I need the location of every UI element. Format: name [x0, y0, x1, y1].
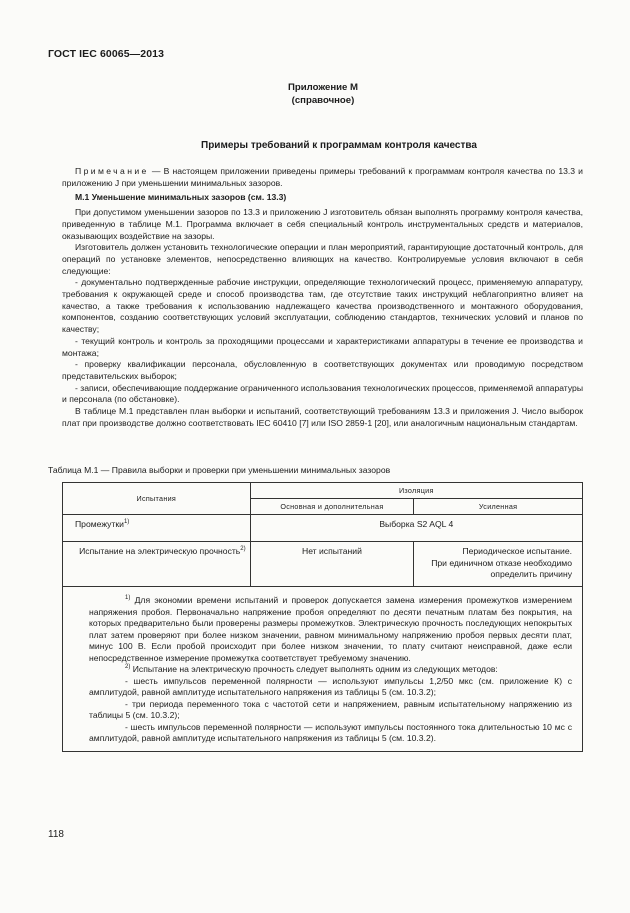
main-title: Примеры требований к программам контроля качества	[201, 140, 477, 151]
body-text	[62, 166, 583, 429]
paragraph: В таблице М.1 представлен план выборки и испытаний, соответствующий требованиям 13.3 и приложения J. Число выборок плат при производстве должно соответствовать IEC 60410 [7] или ISO 2859-1 [20], или аналогичным национальным стандартам.	[62, 406, 583, 428]
footnote-item: - три периода переменного тока с частотой сети и напряжением, равным испытательному напряжению из таблицы 5 (см. 10.3.2);	[89, 698, 572, 720]
note-label: Примечание	[75, 166, 149, 176]
sampling-table	[62, 482, 583, 752]
footnote-item: - шесть импульсов переменной полярности — используют импульсы 1,2/50 мкс (см. приложение К) с амплитудой, равной амплитуде испытательного напряжения из таблицы 5 (см. 10.3.2);	[89, 675, 572, 697]
table-caption: Таблица М.1 — Правила выборки и проверки при уменьшении минимальных зазоров	[48, 465, 391, 475]
list-item: - проверку квалификации персонала, обусловленную в соответствующих документах или проводимую посредством представительских выборок;	[62, 359, 583, 381]
footnote-item: - шесть импульсов переменной полярности — используют импульсы постоянного тока длительностью 10 мс с амплитудой, равной амплитуде испытательного напряжения из таблицы 5 (см. 10.3.2).	[89, 721, 572, 743]
section-heading: М.1 Уменьшение минимальных зазоров (см. 13.3)	[75, 192, 287, 203]
header-tests: Испытания	[63, 483, 251, 515]
note-text: — В настоящем приложении приведены примеры требований к программам контроля качества по 13.3 и приложению J при уменьшении минимальных зазоров.	[62, 166, 583, 188]
annex-heading	[0, 81, 630, 107]
row-merged-value: Выборка S2 AQL 4	[250, 515, 582, 542]
footnote-1: $^{1)}$ Для экономии времени испытаний и проверок допускается замена измерения промежутков измерением напряжения пробоя. Первоначально напряжение пробоя определяют по десяти печатным платам без покрытия, на которых предварительно были проверены размеры промежутков. Электрическую прочность последующих непокрытых плат затем проверяют при более низком значении, равном минимальному напряжению пробоя первых десяти плат, минус 100 В. Если пробой происходит при более низком значении, то плату считают неисправной, даже если непосредственное измерение промежутка соответствует требуемому значению.	[89, 595, 572, 663]
table-row	[63, 542, 583, 587]
list-item: - записи, обеспечивающие поддержание ограниченного использования технологических процессов, применяемой аппаратуры и персонала (по обстановке).	[62, 382, 583, 405]
table-footnotes	[63, 587, 583, 752]
table-row	[63, 515, 583, 542]
list-item: - текущий контроль и контроль за проходящими процессами и характеристиками аппаратуры в течение ее производства и монтажа;	[62, 335, 583, 358]
note-paragraph	[62, 166, 583, 189]
row-reinforced-value: Периодическое испытание. При единичном отказе необходимо определить причину	[414, 542, 583, 587]
header-basic: Основная и дополнительная	[250, 499, 414, 515]
header-insulation: Изоляция	[250, 483, 582, 499]
page-number: 118	[48, 829, 64, 840]
row-test: Промежутки$^{1)}$	[63, 515, 251, 542]
row-test: Испытание на электрическую прочность$^{2)}$	[63, 542, 251, 587]
document-header: ГОСТ IEC 60065—2013	[48, 48, 165, 60]
list-item: - документально подтвержденные рабочие инструкции, определяющие технологический процесс, применяемую аппаратуру, требования к окружающей среде и способ производства там, где отсутствие таких инструкций неблагоприятно влияет на качество, а также требования к использованию надлежащего качества производственного и монтажного оборудования, компонентов, созданию соответствующих условий эксплуатации, соблюдению стандартов, технических условий и планов по качеству;	[62, 277, 583, 335]
annex-title: Приложение М	[287, 82, 359, 93]
paragraph: Изготовитель должен установить технологические операции и план мероприятий, гарантирующие достаточный контроль, для операций по установке элементов, непосредственно влияющих на качество. Контролируемые условия включают в себя следующие:	[62, 242, 583, 276]
footnote-2: $^{2)}$ Испытание на электрическую прочность следует выполнять одним из следующих методов:	[125, 664, 498, 674]
annex-subtitle: (справочное)	[291, 95, 355, 106]
header-reinforced: Усиленная	[414, 499, 583, 515]
row-basic-value: Нет испытаний	[250, 542, 414, 587]
paragraph: При допустимом уменьшении зазоров по 13.3 и приложению J изготовитель обязан выполнять программу контроля качества, приведенную в таблице М.1. Программа включает в себя специальный контроль инструментальных средств и материалов, оказывающих воздействие на зазоры.	[62, 207, 583, 241]
